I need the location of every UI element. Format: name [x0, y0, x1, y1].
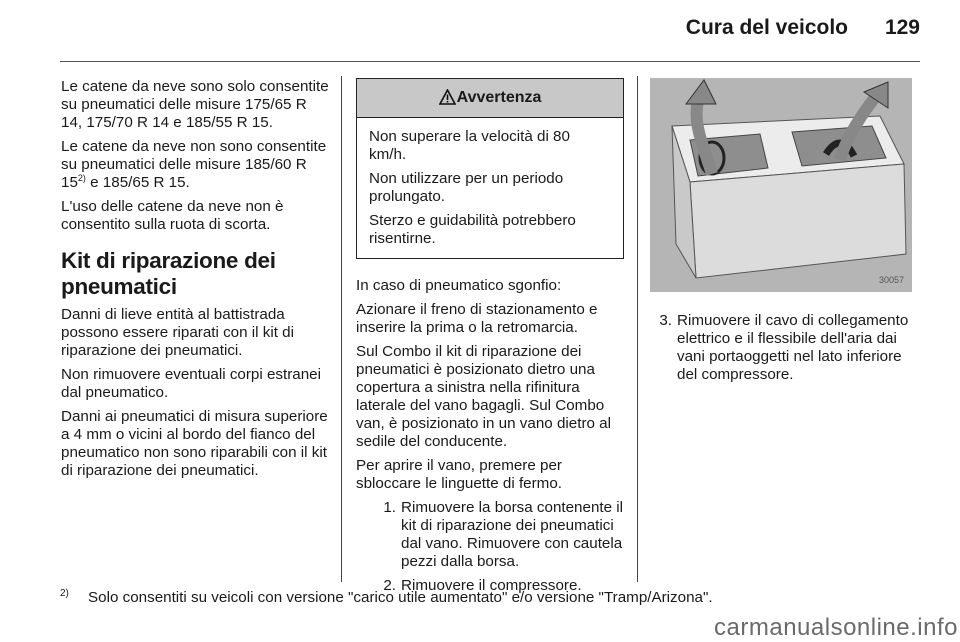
foreign-objects-paragraph: Non rimuovere eventuali corpi estranei dal pneumatico. [61, 366, 322, 401]
step-number: 3. [659, 312, 672, 329]
column-divider [637, 76, 638, 582]
warning-header [357, 79, 623, 118]
footnote-text: Solo consentiti su veicoli con versione "carico utile aumentato" e/o versione "Tramp/Arizona". [88, 589, 713, 606]
watermark: carmanualsonline.info [714, 614, 958, 641]
column-2 [356, 78, 624, 601]
compressor-drawing [650, 78, 912, 292]
footnote-reference: 2) [77, 172, 86, 183]
spare-wheel-paragraph: L'uso delle catene da neve non è consentito sulla ruota di scorta. [61, 198, 284, 233]
snow-chains-not-allowed-paragraph [61, 138, 329, 192]
step-number: 1. [383, 499, 396, 516]
step-text: Rimuovere il compressore. [401, 577, 582, 594]
large-damage-paragraph: Danni ai pneumatici di misura superiore a 4 mm o vicini al bordo del fianco del pneumatico non sono riparabili con il kit di riparazione dei pneumatici. [61, 408, 328, 479]
step-list [356, 499, 624, 595]
paragraph-text: e 185/65 R 15. [85, 174, 190, 191]
step-item [374, 499, 624, 571]
compressor-illustration [650, 78, 912, 292]
header-rule [60, 61, 920, 62]
page-header [0, 0, 960, 64]
step-item [650, 312, 922, 384]
column-divider [341, 76, 342, 582]
page-number: 129 [884, 16, 920, 39]
warning-title: Avvertenza [456, 89, 542, 106]
column-3 [650, 78, 922, 390]
warning-box [356, 78, 624, 259]
minor-damage-paragraph: Danni di lieve entità al battistrada possono essere riparati con il kit di riparazione dei pneumatici. [61, 306, 294, 359]
section-heading: Kit di riparazione dei pneumatici [61, 248, 276, 299]
snow-chains-sizes-paragraph: Le catene da neve sono solo consentite su pneumatici delle misure 175/65 R 14, 175/70 R 14 e 185/55 R 15. [61, 78, 329, 131]
paragraph-text: Le catene da neve non sono consentite su pneumatici delle misure 185/60 R 15 [61, 138, 327, 191]
kit-location-paragraph: Sul Combo il kit di riparazione dei pneumatici è posizionato dietro una copertura a sinistra nella rifinitura laterale del vano bagagli. Sul Combo van, è posizionato in un vano dietro al sedile del conducente. [356, 343, 611, 450]
step-text: Rimuovere il cavo di collegamento elettrico e il flessibile dell'aria dai vani portaoggetti nel lato inferiore del compressore. [677, 312, 909, 383]
warning-item: Non superare la velocità di 80 km/h. [369, 128, 570, 163]
warning-item: Sterzo e guidabilità potrebbero risentirne. [369, 212, 576, 247]
step-list [650, 312, 922, 384]
warning-triangle-icon [439, 82, 456, 120]
warning-item: Non utilizzare per un periodo prolungato. [369, 170, 564, 205]
parking-brake-paragraph: Azionare il freno di stazionamento e inserire la prima o la retromarcia. [356, 301, 598, 336]
open-compartment-paragraph: Per aprire il vano, premere per sbloccare le linguette di fermo. [356, 457, 562, 492]
step-text: Rimuovere la borsa contenente il kit di riparazione dei pneumatici dal vano. Rimuovere con cautela pezzi dalla borsa. [401, 499, 624, 570]
column-1 [61, 78, 329, 486]
warning-body [357, 118, 623, 258]
figure-number: 30057 [878, 275, 904, 285]
footnote-mark: 2) [60, 588, 69, 599]
step-number: 2. [383, 577, 396, 594]
chapter-title: Cura del veicolo [685, 16, 848, 39]
flat-tyre-intro: In caso di pneumatico sgonfio: [356, 277, 562, 294]
